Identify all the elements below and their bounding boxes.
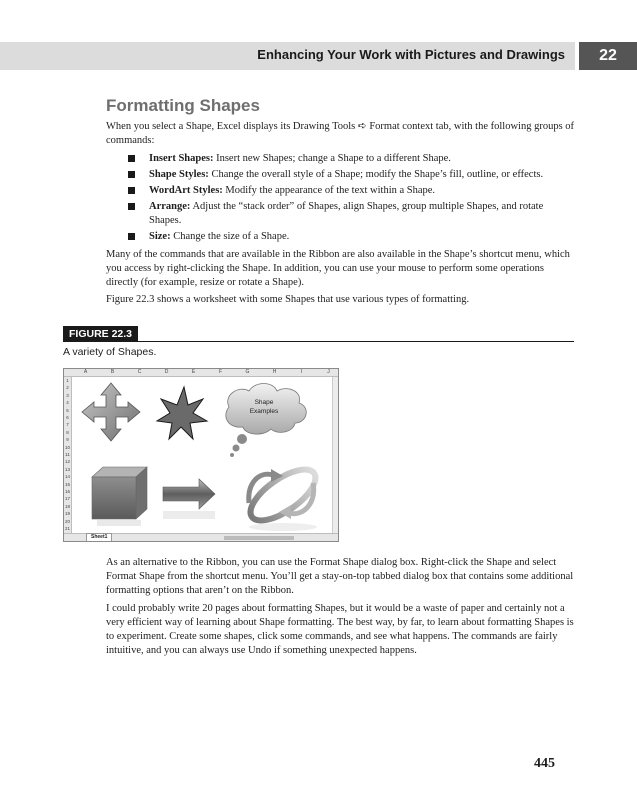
column-headers [64,369,338,377]
bullet-square-icon [128,233,135,240]
figure-caption: A variety of Shapes. [63,346,157,358]
bullet-square-icon [128,155,135,162]
row-header: 15 [64,481,70,487]
column-header: E [191,369,196,375]
shortcut-menu-paragraph: Many of the commands that are available in the Ribbon are also available in the Shape’s shortcut menu, which you access by right-clicking the Shape. In addition, you can use your mouse to perform some operations directly (for example, resize or rotate a Shape). [106,249,570,288]
shapes-canvas [71,377,333,535]
cube-shape [92,467,147,526]
row-header: 6 [66,415,69,420]
column-header: H [272,369,277,375]
row-header: 9 [66,437,69,443]
list-item: Size: Change the size of a Shape. [128,230,574,244]
list-item: Arrange: Adjust the “stack order” of Shapes, align Shapes, group multiple Shapes, and rotate Shapes. [128,200,574,228]
section-title: Formatting Shapes [106,96,260,115]
running-header-title: Enhancing Your Work with Pictures and Drawings [257,47,565,62]
row-header: 1 [66,378,69,383]
row-header: 13 [64,466,70,472]
list-item: WordArt Styles: Modify the appearance of the text within a Shape. [128,184,574,198]
block-arrow-shape [163,479,215,519]
row-header: 20 [64,518,70,524]
experiment-paragraph: I could probably write 20 pages about formatting Shapes, but it would be a waste of paper and certainly not a very efficient way of learning about Shape formatting. The best way, by far, to learn about formatting Shapes is to experiment. Create some shapes, click some commands, and see what happens. The commands are fairly intuitive, and you can always use Undo if something unexpected happens. [106,603,574,656]
row-header: 8 [66,429,69,435]
column-header: I [300,369,303,375]
four-way-arrow-shape [82,383,140,441]
row-header: 5 [66,407,69,413]
cloud-text-line1: Shape [254,399,274,406]
column-header: D [164,369,169,375]
column-header: B [110,369,115,375]
row-header: 12 [64,459,70,465]
horizontal-scrollbar[interactable] [224,536,294,540]
sheet-tab[interactable]: Sheet1 [86,533,112,541]
figure-reference-paragraph: Figure 22.3 shows a worksheet with some Shapes that use various types of formatting. [106,294,470,305]
bullet-square-icon [128,171,135,178]
bullet-square-icon [128,203,135,210]
row-header: 14 [64,474,70,480]
row-header: 16 [64,489,70,494]
figure-rule [63,341,574,342]
list-item: Insert Shapes: Insert new Shapes; change a Shape to a different Shape. [128,152,574,166]
vertical-scrollbar[interactable] [332,377,338,535]
figure-label: FIGURE 22.3 [63,326,138,342]
chapter-number-badge: 22 [579,42,637,70]
row-header: 11 [65,452,70,457]
column-header: C [137,369,142,375]
format-dialog-paragraph: As an alternative to the Ribbon, you can use the Format Shape dialog box. Right-click the Shape and select Format Shape from the shortcut menu. You’ll get a stay-on-top tabbed dialog box that contains some additional formatting options that aren’t on the Ribbon. [106,557,574,596]
cloud-text-line2: Examples [249,408,279,415]
page-number: 445 [534,756,555,771]
column-header: F [218,369,223,375]
circular-arrows-shape [243,460,324,531]
command-group-list [128,152,574,246]
star-shape [157,387,207,439]
row-header: 3 [66,392,69,398]
sheet-tab-bar [64,533,338,541]
row-header: 18 [64,503,70,509]
row-header: 2 [66,385,69,391]
row-header: 10 [64,444,70,450]
row-header: 21 [64,526,70,531]
row-header: 17 [64,496,70,502]
column-header: A [83,369,88,375]
column-header: J [327,369,330,375]
cloud-callout-shape [226,384,306,458]
column-header: G [245,369,250,375]
row-header: 19 [64,511,70,517]
intro-paragraph: When you select a Shape, Excel displays its Drawing Tools ➪ Format context tab, with the following groups of commands: [106,121,575,146]
bullet-square-icon [128,187,135,194]
row-header: 7 [66,422,69,428]
row-header: 4 [66,400,69,406]
excel-worksheet-screenshot [63,368,339,542]
list-item: Shape Styles: Change the overall style of a Shape; modify the Shape’s fill, outline, or effects. [128,168,574,182]
